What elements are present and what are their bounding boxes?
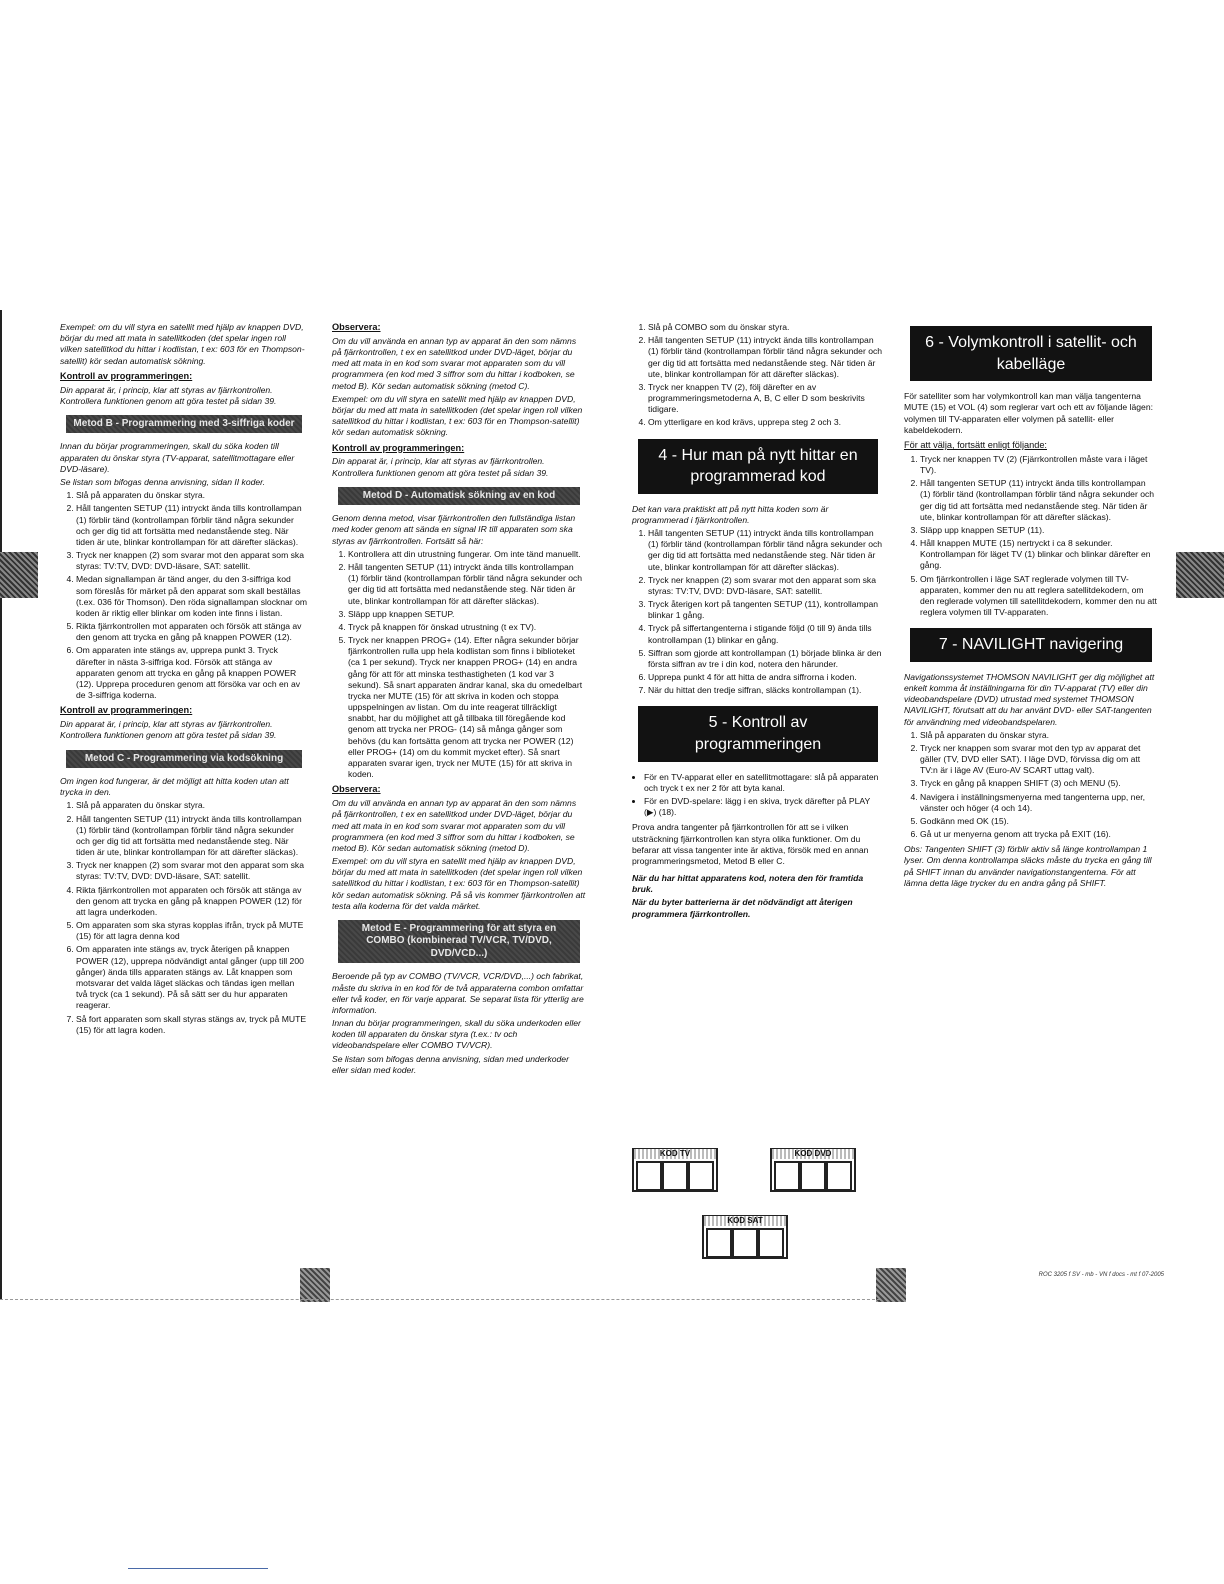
column-1 — [60, 322, 308, 1040]
list-item: 2. Tryck ner knappen som svarar mot den typ av apparat det gäller (TV, DVD eller SAT). I läge DVD, förvissa dig om att TV:n är i läge AV (Euro-AV SCART uttag valt). — [920, 743, 1158, 777]
list-item: 1. Tryck ner knappen TV (2) (Fjärrkontrollen måste vara i läget TV). — [920, 454, 1158, 476]
column-4 — [904, 322, 1158, 891]
code-digit-box — [800, 1161, 826, 1191]
section-6-intro: För satelliter som har volymkontroll kan man välja tangenterna MUTE (15) et VOL (4) som reglerar vart och ett av följande lägen: volymen till TV-apparaten eller volymen på satellit- eller kabeldekodern. — [904, 391, 1154, 435]
kontroll-text: Din apparat är, i princip, klar att styras av fjärrkontrollen. Kontrollera funktionen genom att göra testet på sidan 39. — [60, 384, 277, 406]
list-item: 1. Slå på apparaten du önskar styra. — [920, 730, 1158, 741]
footer-code: ROC 3205 f SV - mb - VN f docs - mt f 07-2005 — [1038, 1272, 1164, 1278]
list-item: 3. Tryck ner knappen (2) som svarar mot den apparat som ska styras: TV:TV, DVD: DVD-läsare, SAT: satellit. — [76, 860, 308, 882]
left-thumb-tab — [0, 552, 38, 598]
metod-d-intro: Genom denna metod, visar fjärrkontrollen den fullständiga listan med koder genom att sända en signal IR till apparaten som ska styras av fjärrkontrollen. Fortsätt så här: — [332, 513, 576, 546]
kod-sat-box — [702, 1215, 788, 1259]
code-digit-box — [688, 1161, 714, 1191]
section-6-heading: 6 - Volymkontroll i satellit- och kabelläge — [910, 326, 1152, 381]
column-2 — [332, 322, 586, 1078]
list-item: 6. Om apparaten inte stängs av, tryck återigen på knappen POWER (12), upprepa nödvändigt antal gånger (upp till 200 gånger) ända tills apparaten stängs av. Låt knappen som motsvarar det valda läget släckas och tändas igen mellan två tryck (ca 1 sekund). På så sätt ser du hur apparaten reagerar. — [76, 944, 308, 1011]
section-4-heading: 4 - Hur man på nytt hittar en programmerad kod — [638, 439, 878, 494]
kontroll-text-2: Din apparat är, i princip, klar att styras av fjärrkontrollen. Kontrollera funktionen genom att göra testet på sidan 39. — [60, 719, 277, 741]
list-item: 5. Siffran som gjorde att kontrollampan (1) började blinka är den första siffran av tre i din kod, notera den härunder. — [648, 648, 884, 670]
list-item: 4. Om ytterligare en kod krävs, upprepa steg 2 och 3. — [648, 417, 884, 428]
list-item: 3. Tryck ner knappen TV (2), följ därefter en av programmeringsmetoderna A, B, C eller D som beskrivits tidigare. — [648, 382, 884, 416]
section-5-note-1: När du har hittat apparatens kod, notera den för framtida bruk. — [632, 873, 864, 895]
metod-e-text-1: Beroende på typ av COMBO (TV/VCR, VCR/DVD,...) och fabrikat, måste du skriva in en kod för de två apparaterna combon omfattar eller två koder, en för varje apparat. Se separat lista för ytterlig are information. — [332, 971, 584, 1015]
kontroll-text: Din apparat är, i princip, klar att styras av fjärrkontrollen. Kontrollera funktionen genom att göra testet på sidan 39. — [332, 456, 549, 478]
metod-c-steps — [60, 800, 308, 1035]
list-item: 1. Kontrollera att din utrustning fungerar. Om inte tänd manuellt. — [348, 549, 586, 560]
example-text-2: Exempel: om du vill styra en satellit med hjälp av knappen DVD, börjar du med att mata in satellitkoden (det spelar ingen roll vilken satellitkod du hittar i kodlistan, t ex: 603 för en Thompson-satellit) kör sedan automatisk sökning. På så vis kommer fjärrkontrollen att testa alla koderna för det valda märket. — [332, 856, 586, 911]
metod-e-heading: Metod E - Programmering för att styra en COMBO (kombinerad TV/VCR, TV/DVD, DVD/VCD...) — [338, 920, 580, 964]
combo-steps — [632, 322, 884, 429]
metod-b-intro: Innan du börjar programmeringen, skall du söka koden till apparaten du önskar styra (TV-apparat, satellitmottagare eller DVD-läsare). — [60, 441, 295, 474]
section-5-bullets — [632, 772, 884, 819]
bottom-blue-line — [128, 1568, 268, 1569]
section-5-heading: 5 - Kontroll av programmeringen — [638, 706, 878, 761]
example-text: Exempel: om du vill styra en satellit med hjälp av knappen DVD, börjar du med att mata in satellitkoden (det spelar ingen roll vilken satellitkod du hittar i kodlistan, t ex: 603 för en Thompson-satellit) kör sedan automatisk sökning. — [332, 393, 583, 438]
list-item: 3. Släpp upp knappen SETUP (11). — [920, 525, 1158, 536]
bottom-tab-right — [876, 1268, 906, 1302]
code-digit-box — [706, 1228, 732, 1258]
metod-d-heading: Metod D - Automatisk sökning av en kod — [338, 487, 580, 506]
list-item: 1. Slå på apparaten du önskar styra. — [76, 490, 308, 501]
section-7-intro: Navigationssystemet THOMSON NAVILIGHT ger dig möjlighet att enkelt komma åt inställningarna för din TV-apparat (TV) eller din videobandspelare (DVD) utrustad med systemet THOMSON NAVILIGHT, förutsatt att du har använt DVD- eller SAT-tangenten för användning med videobandspelaren. — [904, 671, 1155, 727]
kontroll-heading-2: Kontroll av programmeringen: — [60, 705, 193, 716]
code-digit-box — [758, 1228, 784, 1258]
kontroll-heading: Kontroll av programmeringen: — [332, 442, 465, 453]
code-digit-box — [774, 1161, 800, 1191]
section-4-steps — [632, 528, 884, 696]
list-item: 4. Rikta fjärrkontrollen mot apparaten och försök att stänga av den genom att trycka en gång på knappen POWER (12) för att lagra underkoden. — [76, 885, 308, 919]
list-item: • För en DVD-spelare: lägg i en skiva, tryck därefter på PLAY (▶) (18). — [644, 796, 884, 818]
metod-b-intro-2: Se listan som bifogas denna anvisning, sidan II koder. — [60, 477, 266, 487]
list-item: • För en TV-apparat eller en satellitmottagare: slå på apparaten och tryck t ex ner 2 för att byta kanal. — [644, 772, 884, 794]
section-5-text: Prova andra tangenter på fjärrkontrollen för att se i vilken utsträckning fjärrkontrollen kan styra olika funktioner. Om du befarar att vissa tangenter inte är aktiva, försök med en annan programmeringsmetod, Metod B eller C. — [632, 822, 869, 866]
list-item: 5. Om fjärrkontrollen i läge SAT reglerade volymen till TV-apparaten, kommer den nu att reglera satellitdekodern, om den reglerade volymen till satellitdekodern, kommer den nu att reglera volymen till TV-apparaten. — [920, 574, 1158, 619]
metod-c-heading: Metod C - Programmering via kodsökning — [66, 750, 302, 769]
code-digit-box — [732, 1228, 758, 1258]
kod-dvd-box — [770, 1148, 856, 1192]
left-edge-line — [0, 310, 2, 1300]
section-5-note-2: När du byter batterierna är det nödvändigt att återigen programmera fjärrkontrollen. — [632, 897, 853, 919]
observera-text-2: Om du vill använda en annan typ av apparat än den som nämns på fjärrkontrollen, t ex en satellitkod under DVD-läget, börjar du med att mata in en kod som svarar mot apparaten som du vill programmera (en kod med 3 siffror som du hittar i kodboken, se metod B). Kör sedan automatisk sökning (metod D). — [332, 798, 577, 853]
list-item: 2. Tryck ner knappen (2) som svarar mot den apparat som ska styras: TV:TV, DVD: DVD-läsare, SAT: satellit. — [648, 575, 884, 597]
bottom-dashed-line — [0, 1299, 880, 1300]
list-item: 6. Gå ut ur menyerna genom att trycka på EXIT (16). — [920, 829, 1158, 840]
list-item: 3. Tryck ner knappen (2) som svarar mot den apparat som ska styras: TV:TV, DVD: DVD-läsare, SAT: satellit. — [76, 550, 308, 572]
list-item: 7. När du hittat den tredje siffran, släcks kontrollampan (1). — [648, 685, 884, 696]
observera-heading-2: Observera: — [332, 784, 381, 795]
list-item: 2. Håll tangenten SETUP (11) intryckt ända tills kontrollampan (1) förblir tänd (kontrollampan förblir tänd några sekunder och ger dig tid att fortsätta med nedanstående steg. När tiden är ute, blinkar kontrollampan för att därefter släckas). — [920, 478, 1158, 523]
section-7-heading: 7 - NAVILIGHT navigering — [910, 628, 1152, 662]
kod-tv-label: KOD TV — [634, 1149, 716, 1159]
section-6-steps — [904, 454, 1158, 618]
right-thumb-tab — [1176, 552, 1224, 598]
metod-d-steps — [332, 549, 586, 780]
metod-e-text-3: Se listan som bifogas denna anvisning, sidan med underkoder eller sidan med koder. — [332, 1053, 569, 1075]
code-digit-box — [662, 1161, 688, 1191]
example-text: Exempel: om du vill styra en satellit med hjälp av knappen DVD, börjar du med att mata in satellitkoden (det spelar ingen roll vilken satellitkod du hittar i kodlistan, t ex: 603 för en Thompson-satellit) kör sedan automatisk sökning. — [60, 322, 305, 366]
metod-b-heading: Metod B - Programmering med 3-siffriga koder — [66, 415, 302, 434]
list-item: 1. Håll tangenten SETUP (11) intryckt ända tills kontrollampan (1) förblir tänd (kontrollampan förblir tänd några sekunder och ger dig tid att fortsätta med nedanstående steg. När tiden är ute, blinkar kontrollampan för att därefter släckas). — [648, 528, 884, 573]
observera-heading: Observera: — [332, 322, 381, 332]
kod-dvd-label: KOD DVD — [772, 1149, 854, 1159]
list-item: 4. Tryck på siffertangenterna i stigande följd (0 till 9) ända tills kontrollampan (1) blinkar en gång. — [648, 623, 884, 645]
list-item: 4. Tryck på knappen för önskad utrustning (t ex TV). — [348, 622, 586, 633]
list-item: 4. Håll knappen MUTE (15) nertryckt i ca 8 sekunder. Kontrollampan för läget TV (1) blinkar och blinkar därefter en gång. — [920, 538, 1158, 572]
list-item: 4. Medan signallampan är tänd anger, du den 3-siffriga kod som föreslås för märket på den apparat som skall beställas (t.ex. 036 för Thomson). Den röda signallampan slocknar om koden är riktig eller blinkar om koden inte finns i listan. — [76, 574, 308, 619]
bottom-tab-left — [300, 1268, 330, 1302]
list-item: 2. Håll tangenten SETUP (11) intryckt ända tills kontrollampan (1) förblir tänd (kontrollampan förblir tänd några sekunder och ger dig tid att fortsätta med nedanstående steg. När tiden är ute, blinkar kontrollampan för att därefter släckas). — [348, 562, 586, 607]
list-item: 2. Håll tangenten SETUP (11) intryckt ända tills kontrollampan (1) förblir tänd (kontrollampan förblir tänd några sekunder och ger dig tid att fortsätta med nedanstående steg. När tiden är ute, blinkar kontrollampan för att därefter släckas). — [76, 503, 308, 548]
list-item: 5. Rikta fjärrkontrollen mot apparaten och försök att stänga av den genom att trycka en gång på knappen POWER (12). — [76, 621, 308, 643]
metod-b-steps — [60, 490, 308, 701]
column-3 — [632, 322, 884, 922]
list-item: 1. Slå på COMBO som du önskar styra. — [648, 322, 884, 333]
section-7-note: Obs: Tangenten SHIFT (3) förblir aktiv så länge kontrollampan 1 lyser. Om denna kontrollampa släcks måste du trycka en gång till på SHIFT innan du använder navigationstangenterna. För att lämna detta läge trycker du en andra gång på SHIFT. — [904, 844, 1152, 888]
kod-sat-label: KOD SAT — [704, 1216, 786, 1226]
section-7-steps — [904, 730, 1158, 841]
list-item: 6. Om apparaten inte stängs av, upprepa punkt 3. Tryck därefter in nästa 3-siffriga kod. Försök att stänga av apparaten genom att trycka en gång på knappen POWER (12). Upprepa proceduren genom att försöka var och en av de 3-siffriga koderna. — [76, 645, 308, 701]
list-item: 1. Slå på apparaten du önskar styra. — [76, 800, 308, 811]
code-digit-box — [636, 1161, 662, 1191]
list-item: 3. Tryck återigen kort på tangenten SETUP (11), kontrollampan blinkar 1 gång. — [648, 599, 884, 621]
list-item: 4. Navigera i inställningsmenyerna med tangenterna upp, ner, vänster och höger (4 och 14). — [920, 792, 1158, 814]
kod-tv-box — [632, 1148, 718, 1192]
list-item: 5. Tryck ner knappen PROG+ (14). Efter några sekunder börjar fjärrkontrollen rulla upp hela kodlistan som finns i biblioteket (ca 1 per sekund). Tryck ner knappen PROG+ (14) en andra gång för att för att minska testhastigheten (1 kod var 3 sekund). Så snart apparaten ändrar kanal, ska du omedelbart trycka ner MUTE (15) för att skriva in koden och stoppa uppspelningen av listan. Om du inte reagerat tillräckligt snabbt, har du möjlighet att gå tillbaka till föregående kod genom att trycka ner PROG- (14) så många gånger som behövs (du kan fortsätta genom att trycka ner POWER (12) eller PROG+ (14) om du kommit mycket efter). Så snart apparaten svarar igen, tryck ner MUTE (15) för att skriva in koden. — [348, 635, 586, 780]
list-item: 5. Om apparaten som ska styras kopplas ifrån, tryck på MUTE (15) för att lagra denna kod — [76, 920, 308, 942]
kontroll-heading: Kontroll av programmeringen: — [60, 370, 193, 381]
observera-text: Om du vill använda en annan typ av apparat än den som nämns på fjärrkontrollen, t ex en satellitkod under DVD-läget, börjar du med att mata in en kod som svarar mot apparaten som du vill programmera (en kod med 3 siffror som du hittar i kodboken, se metod B). Kör sedan automatisk sökning (metod C). — [332, 335, 577, 391]
list-item: 3. Tryck en gång på knappen SHIFT (3) och MENU (5). — [920, 778, 1158, 789]
list-item: 6. Upprepa punkt 4 för att hitta de andra siffrorna i koden. — [648, 672, 884, 683]
list-item: 7. Så fort apparaten som skall styras stängs av, tryck på MUTE (15) för att lagra koden. — [76, 1014, 308, 1036]
metod-e-text-2: Innan du börjar programmeringen, skall du söka underkoden eller koden till apparaten du önskar styra (t.ex.: tv och videobandspelare eller COMBO TV/VCR). — [332, 1018, 581, 1051]
list-item: 5. Godkänn med OK (15). — [920, 816, 1158, 827]
metod-c-intro: Om ingen kod fungerar, är det möjligt att hitta koden utan att trycka in den. — [60, 776, 289, 798]
list-item: 2. Håll tangenten SETUP (11) intryckt ända tills kontrollampan (1) förblir tänd (kontrollampan förblir tänd några sekunder och ger dig tid att fortsätta med nedanstående steg. När tiden är ute, blinkar kontrollampan för att därefter släckas). — [76, 814, 308, 859]
code-digit-box — [826, 1161, 852, 1191]
section-6-subheading: För att välja, fortsätt enligt följande: — [904, 439, 1047, 450]
list-item: 3. Släpp upp knappen SETUP. — [348, 609, 586, 620]
list-item: 2. Håll tangenten SETUP (11) intryckt ända tills kontrollampan (1) förblir tänd (kontrollampan förblir tänd några sekunder och ger dig tid att fortsätta med nedanstående steg. När tiden är ute, blinkar kontrollampan för att därefter släckas). — [648, 335, 884, 380]
section-4-intro: Det kan vara praktiskt att på nytt hitta koden som är programmerad i fjärrkontrollen. — [632, 503, 829, 525]
